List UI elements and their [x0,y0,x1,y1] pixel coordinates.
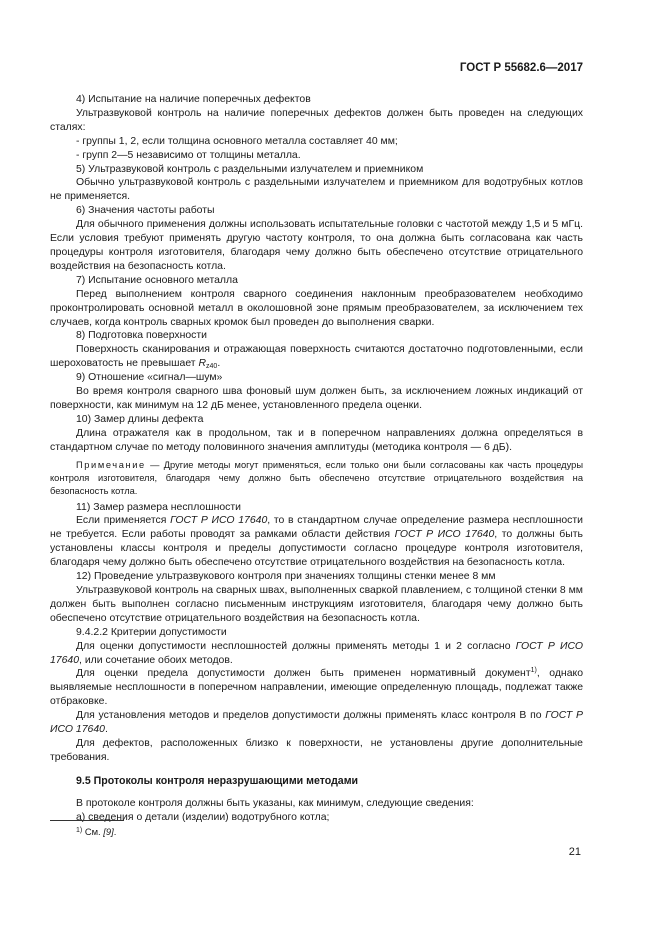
item-12-text: Ультразвуковой контроль на сварных швах, выполненных сваркой плавлением, с толщиной стенки 8 мм должен быть выполнен согласно письменным инструкциям изготовителя, благодаря чему должно быть обеспечено отсутствие отрицательного воздействия на безопасность котла. [50,585,583,624]
section-9422-text-1 [50,640,583,668]
standard-ref: ГОСТ Р ИСО 17640 [50,640,583,666]
item-4-bullet-2: - групп 2—5 независимо от толщины металла. [76,149,301,161]
section-9422-text-1-part2: , или сочетание обоих методов. [79,654,233,666]
item-4-text: Ультразвуковой контроль на наличие поперечных дефектов должен быть проведен на следующих сталях: [50,107,583,133]
footnote-ref: [9] [103,826,114,837]
item-12-heading: 12) Проведение ультразвукового контроля при значениях толщины стенки менее 8 мм [76,571,496,583]
standard-ref: ГОСТ Р ИСО 17640 [50,710,583,736]
item-7-heading: 7) Испытание основного металла [76,274,238,286]
standard-ref: ГОСТ Р ИСО 17640 [394,529,495,541]
section-9422-heading: 9.4.2.2 Критерии допустимости [76,626,227,638]
item-4-bullet-1: - группы 1, 2, если толщина основного металла составляет 40 мм; [76,135,398,147]
item-6-text: Для обычного применения должны использовать испытательные головки с частотой между 1,5 и 5 мГц. Если условия требуют применять другую частоту контроля, то она должна быть согласована как часть процедуры контроля изготовителя, благодаря чему должно быть обеспечено отсутствие отрицательного воздействия на безопасность котла. [50,219,583,272]
roughness-symbol: R [198,358,207,370]
item-6-heading: 6) Значения частоты работы [76,205,215,217]
footnote-tail: . [113,826,117,837]
item-8-text-body: Поверхность сканирования и отражающая поверхность считаются достаточно подготовленными, если шероховатость не превышает [50,344,583,370]
item-11-text-part1: Если применяется [76,515,171,527]
item-8-text [50,343,583,371]
note-label: Примечание [76,459,146,470]
footnote [76,826,116,837]
item-11-text [50,514,583,570]
footnote-mark: 1) [76,827,83,834]
item-11-heading: 11) Замер размера несплошности [76,501,241,513]
section-95-list-item-a: а) сведения о детали (изделии) водотрубного котла; [76,811,330,823]
section-9422-text-3-part2: . [104,724,108,736]
section-95-text-1: В протоколе контроля должны быть указаны, как минимум, следующие сведения: [76,797,474,809]
section-9422-text-3-part1: Для установления методов и пределов допустимости должны применять класс контроля В по [76,710,546,722]
footnote-marker: 1) [530,667,537,675]
item-10-text: Длина отражателя как в продольном, так и в поперечном направлениях должна определяться в стандартном случае по методу половинного значения амплитуды (методика контроля — 6 дБ). [50,427,583,453]
item-5-text: Обычно ультразвуковой контроль с раздельными излучателем и приемником для водотрубных котлов не применяется. [50,177,583,203]
item-4-heading: 4) Испытание на наличие поперечных дефектов [76,94,311,105]
item-5-heading: 5) Ультразвуковой контроль с раздельными излучателем и приемником [76,163,424,175]
item-7-text: Перед выполнением контроля сварного соединения наклонным преобразователем необходимо проконтролировать основной металл в околошовной зоне прямым преобразователем, за исключением тех случаев, когда контроль сварных кромок был проведен до выполнения сварки. [50,288,583,328]
item-9-text: Во время контроля сварного шва фоновый шум должен быть, за исключением ложных индикаций от поверхности, как минимум на 12 дБ менее, установленного предела оценки. [50,386,583,411]
note-text: — Другие методы могут применяться, если только они были согласованы как часть процедуры контроля изготовителя, благодаря чему должно быть обеспечено отсутствие отрицательного воздействия на безопасность котла. [50,459,583,496]
note [50,459,583,498]
item-11-text-part3: , то должны быть установлены классы контроля и пределы допустимости согласно процедуре контроля изготовителя, благодаря чему должно быть обеспечено отсутствие отрицательного воздействия на безопасность котла. [50,529,583,569]
footnote-divider [50,820,124,821]
section-9422-text-2-part2: , однако выявляемые несплошности в поперечном направлении, имеющие определенную площадь, подлежат также отбраковке. [50,668,583,708]
page-number: 21 [568,846,581,858]
footnote-text: См. [82,826,104,837]
item-9-heading: 9) Отношение «сигнал—шум» [76,372,223,384]
standard-ref: ГОСТ Р ИСО 17640 [170,515,268,527]
item-11-text-part2: , то в стандартном случае определение размера несплошности не требуется. Если работы проводят за рамками области действия [50,515,583,541]
section-9422-text-3 [50,709,583,737]
page-content [50,93,583,825]
item-10-heading: 10) Замер длины дефекта [76,413,204,425]
section-9422-text-1-part1: Для оценки допустимости несплошностей должны применять методы 1 и 2 согласно [76,640,516,652]
section-95-title: 9.5 Протоколы контроля неразрушающими методами [76,774,359,787]
section-9422-text-4: Для дефектов, расположенных близко к поверхности, не установлены другие дополнительные требования. [50,737,583,763]
roughness-subscript: z40 [206,363,218,371]
roughness-tail: . [217,358,221,370]
section-9422-text-2 [50,667,583,709]
item-8-heading: 8) Подготовка поверхности [76,330,208,342]
section-9422-text-2-part1: Для оценки предела допустимости должен быть применен нормативный документ [76,668,531,680]
document-header: ГОСТ Р 55682.6—2017 [459,62,583,74]
